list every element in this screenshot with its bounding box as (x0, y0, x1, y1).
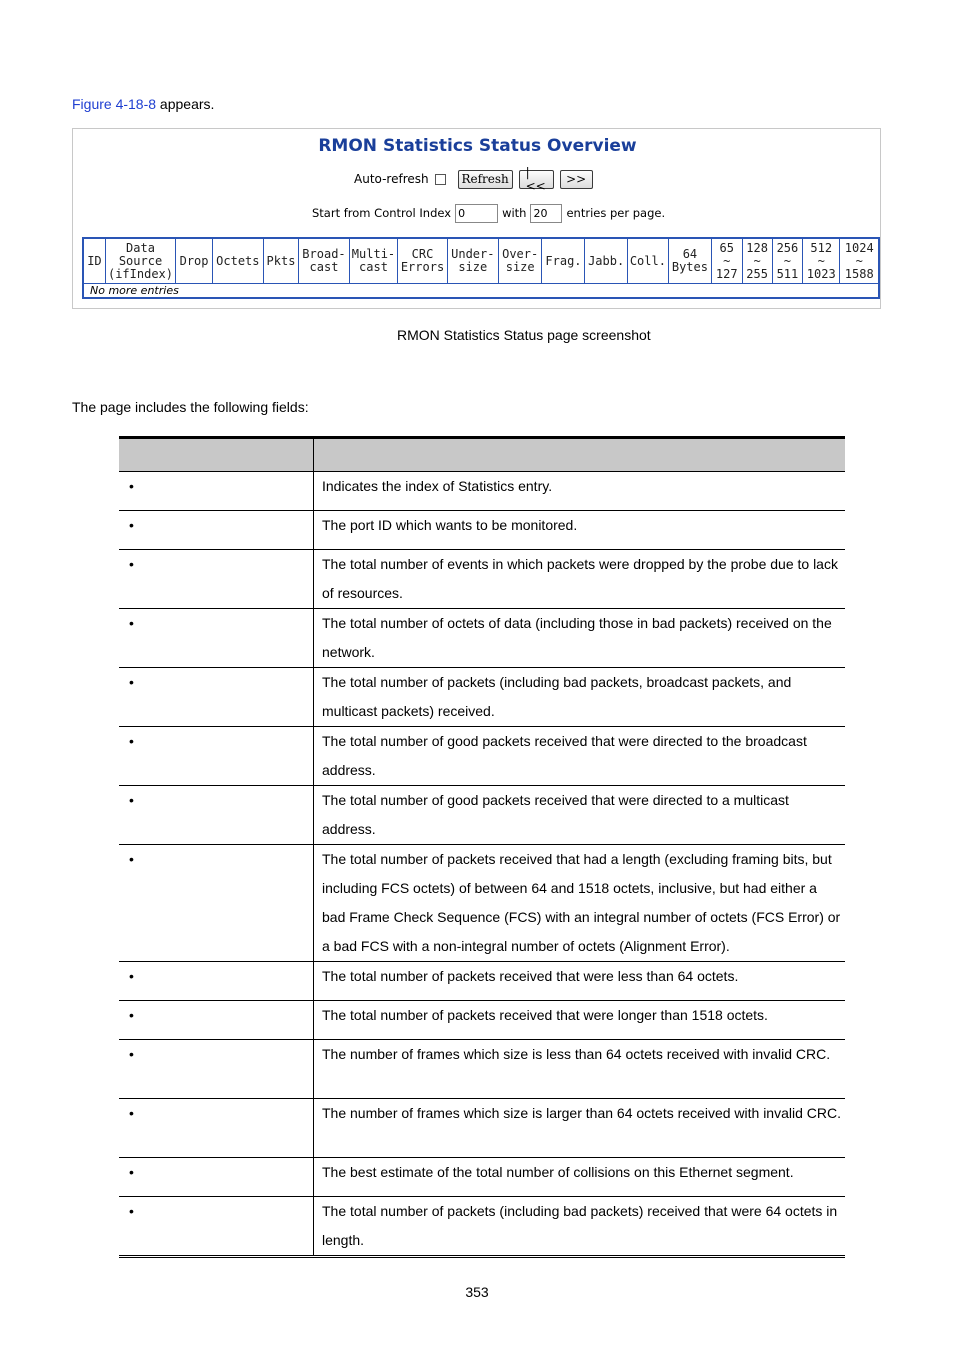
table-row (119, 1001, 845, 1040)
fields-header-row (119, 438, 845, 472)
column-header-line: ~ (753, 253, 761, 268)
column-header-line: ~ (855, 253, 863, 268)
column-header-line: Source (118, 253, 163, 268)
page-number: 353 (465, 1284, 489, 1300)
stats-column-header (742, 238, 772, 284)
start-index-label: Start from Control Index (312, 206, 452, 220)
table-row (119, 609, 845, 668)
description-cell: The total number of packets (including bad packets, broadcast packets, and multicast packets) received. (314, 668, 846, 727)
rmon-title: RMON Statistics Status Overview (318, 136, 637, 156)
stats-column-header (711, 238, 742, 284)
refresh-button[interactable]: Refresh (458, 170, 513, 189)
bullet-icon: • (129, 851, 134, 867)
stats-column-header (803, 238, 840, 284)
table-row (119, 845, 845, 962)
table-row (119, 1099, 845, 1158)
description-cell: The total number of packets received that were longer than 1518 octets. (314, 1001, 846, 1040)
description-cell: The port ID which wants to be monitored. (314, 511, 846, 550)
column-header-line: Broad- (302, 247, 346, 261)
column-header-line: Over- (502, 247, 539, 261)
column-header-line: Frag. (545, 253, 582, 268)
index-controls (312, 203, 665, 223)
object-cell (119, 1158, 314, 1197)
column-header-line: Bytes (671, 260, 708, 274)
bullet-icon: • (129, 674, 134, 690)
column-header-line: size (458, 260, 488, 274)
column-header-line: 65 (719, 240, 734, 255)
description-cell: Indicates the index of Statistics entry. (314, 472, 846, 511)
object-cell (119, 786, 314, 845)
object-cell (119, 550, 314, 609)
table-row (119, 668, 845, 727)
stats-column-header (83, 238, 105, 284)
start-index-input[interactable] (455, 204, 498, 223)
object-cell (119, 472, 314, 511)
description-cell: The total number of events in which packets were dropped by the probe due to lack of resources. (314, 550, 846, 609)
bullet-icon: • (129, 1203, 134, 1219)
description-cell: The best estimate of the total number of collisions on this Ethernet segment. (314, 1158, 846, 1197)
object-header (119, 438, 314, 472)
table-row (119, 550, 845, 609)
column-header-line: 127 (715, 266, 738, 281)
stats-column-header (627, 238, 668, 284)
object-cell (119, 1040, 314, 1099)
object-cell (119, 845, 314, 962)
stats-column-header (668, 238, 711, 284)
column-header-line: 128 (746, 240, 768, 255)
description-cell: The number of frames which size is less than 64 octets received with invalid CRC. (314, 1040, 846, 1099)
table-row (119, 511, 845, 550)
column-header-line: 1588 (844, 266, 874, 281)
column-header-line: (ifIndex) (107, 266, 174, 281)
bullet-icon: • (129, 968, 134, 984)
stats-column-header (840, 238, 879, 284)
first-page-button[interactable]: |<< (519, 170, 554, 189)
table-row (119, 1197, 845, 1257)
column-header-line: ~ (723, 253, 731, 268)
stats-column-header (772, 238, 802, 284)
stats-column-header (299, 238, 349, 284)
stats-column-header (212, 238, 263, 284)
column-header-line: ~ (817, 253, 825, 268)
description-cell: The total number of good packets received that were directed to the broadcast address. (314, 727, 846, 786)
figure-link[interactable]: Figure 4-18-8 (72, 96, 157, 112)
bullet-icon: • (129, 733, 134, 749)
rmon-stats-table (82, 237, 880, 299)
column-header-line: 256 (776, 240, 799, 255)
figure-caption: RMON Statistics Status page screenshot (397, 327, 651, 343)
bullet-icon: • (129, 1046, 134, 1062)
object-cell (119, 668, 314, 727)
stats-column-header (585, 238, 627, 284)
description-cell: The number of frames which size is larger than 64 octets received with invalid CRC. (314, 1099, 846, 1158)
column-header-line: Multi- (351, 247, 396, 261)
column-header-line: 1023 (806, 266, 836, 281)
description-cell: The total number of packets received that had a length (excluding framing bits, but including FCS octets) of between 64 and 1518 octets, inclusive, but had either a bad Frame Check Sequence (FCS) with an integral number of octets (FCS Error) or a bad FCS with a non-integral number of octets (Alignment Error). (314, 845, 846, 962)
column-header-line: Errors (400, 260, 445, 274)
column-header-line: size (505, 260, 535, 274)
bullet-icon: • (129, 1164, 134, 1180)
bullet-icon: • (129, 615, 134, 631)
column-header-line: cast (359, 260, 388, 274)
column-header-line: Under- (451, 247, 495, 261)
bullet-icon: • (129, 556, 134, 572)
stats-column-header (176, 238, 213, 284)
stats-column-header (263, 238, 299, 284)
table-row (119, 1158, 845, 1197)
column-header-line: 255 (746, 266, 768, 281)
object-cell (119, 511, 314, 550)
column-header-line: 1024 (844, 240, 874, 255)
column-header-line: ~ (783, 253, 792, 268)
object-cell (119, 1197, 314, 1257)
bullet-icon: • (129, 1105, 134, 1121)
object-cell (119, 609, 314, 668)
fields-table (119, 436, 845, 1258)
column-header-line: 512 (810, 240, 833, 255)
auto-refresh-checkbox[interactable] (435, 174, 446, 185)
object-cell (119, 727, 314, 786)
table-row (119, 727, 845, 786)
column-header-line: Octets (216, 253, 260, 268)
stats-column-header (398, 238, 448, 284)
column-header-line: Jabb. (588, 253, 625, 268)
intro-text: appears. (156, 96, 215, 112)
entries-label: entries per page. (566, 206, 666, 220)
column-header-line: Coll. (629, 253, 666, 268)
fields-body (119, 472, 845, 1257)
stats-column-header (542, 238, 585, 284)
empty-message: No more entries (83, 284, 879, 299)
column-header-line: Drop (179, 253, 209, 268)
with-label: with (502, 206, 527, 220)
object-cell (119, 1001, 314, 1040)
description-cell: The total number of good packets received that were directed to a multicast address. (314, 786, 846, 845)
stats-column-header (349, 238, 398, 284)
stats-column-header (447, 238, 498, 284)
object-cell (119, 1099, 314, 1158)
description-header (314, 438, 846, 472)
bullet-icon: • (129, 792, 134, 808)
table-row (119, 1040, 845, 1099)
stats-header-row (83, 238, 879, 284)
column-header-line: 64 (682, 247, 698, 261)
column-header-line: Pkts (266, 253, 296, 268)
fields-lead: The page includes the following fields: (72, 399, 309, 415)
stats-column-header (498, 238, 542, 284)
refresh-controls (354, 165, 593, 193)
table-row (119, 472, 845, 511)
next-page-button[interactable]: >> (560, 170, 593, 189)
table-row (119, 786, 845, 845)
column-header-line: Data (126, 240, 155, 255)
bullet-icon: • (129, 1007, 134, 1023)
column-header-line: cast (309, 260, 339, 274)
column-header-line: 511 (776, 266, 799, 281)
description-cell: The total number of packets received that were less than 64 octets. (314, 962, 846, 1001)
entries-per-page-input[interactable] (530, 204, 562, 223)
description-cell: The total number of octets of data (including those in bad packets) received on the network. (314, 609, 846, 668)
table-row (119, 962, 845, 1001)
object-cell (119, 962, 314, 1001)
intro-line (72, 96, 214, 112)
auto-refresh-label: Auto-refresh (354, 172, 429, 186)
bullet-icon: • (129, 517, 134, 533)
rmon-screenshot (72, 128, 881, 309)
description-cell: The total number of packets (including bad packets) received that were 64 octets in length. (314, 1197, 846, 1257)
bullet-icon: • (129, 478, 134, 494)
column-header-line: ID (87, 253, 102, 268)
column-header-line: CRC (411, 247, 434, 261)
stats-column-header (105, 238, 175, 284)
